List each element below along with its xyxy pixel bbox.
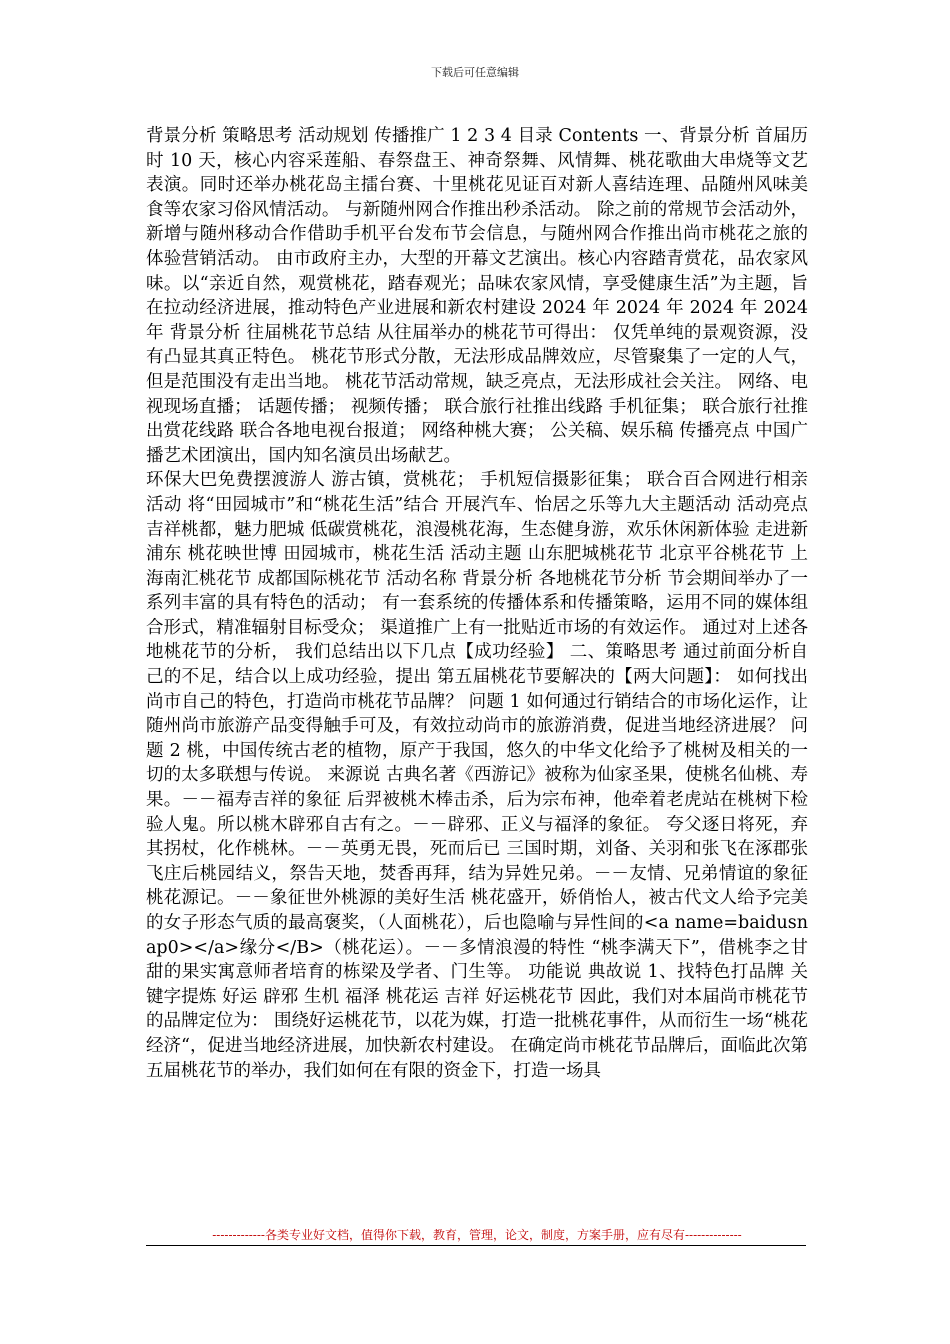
page-footer: -------------各类专业好文档，值得你下载，教育，管理，论文，制度，方案手册，应有尽有--------------: [212, 1228, 742, 1242]
body-paragraph: 环保大巴免费摆渡游人 游古镇，赏桃花； 手机短信摄影征集； 联合百合网进行相亲活动 将“田园城市”和“桃花生活”结合 开展汽车、怡居之乐等九大主题活动 活动亮点 吉祥桃都，魅力肥城 低碳赏桃花，浪漫桃花海，生态健身游，欢乐休闲新体验 走进新浦东 桃花映世博 田园城市，桃花生活 活动主题 山东肥城桃花节 北京平谷桃花节 上海南汇桃花节 成都国际桃花节 活动名称 背景分析 各地桃花节分析 节会期间举办了一系列丰富的具有特色的活动； 有一套系统的传播体系和传播策略，运用不同的媒体组合形式，精准辐射目标受众； 渠道推广上有一批贴近市场的有效运作。 通过对上述各地桃花节的分析， 我们总结出以下几点【成功经验】 二、策略思考 通过前面分析自己的不足，结合以上成功经验，提出 第五届桃花节要解决的【两大问题】： 如何找出尚市自己的特色，打造尚市桃花节品牌？ 问题 1 如何通过行销结合的市场化运作，让随州尚市旅游产品变得触手可及，有效拉动尚市的旅游消费，促进当地经济进展？ 问题 2 桃，中国传统古老的植物，原产于我国，悠久的中华文化给予了桃树及相关的一切的太多联想与传说。 来源说 古典名著《西游记》被称为仙家圣果，使桃名仙桃、寿果。－－福寿吉祥的象征 后羿被桃木棒击杀，后为宗布神，他牵着老虎站在桃树下检验人鬼。所以桃木辟邪自古有之。－－辟邪、正义与福泽的象征。 夸父逐日将死，弃其拐杖，化作桃林。－－英勇无畏，死而后已 三国时期，刘备、关羽和张飞在涿郡张飞庄后桃园结义，祭告天地，焚香再拜，结为异姓兄弟。－－友情、兄弟情谊的象征 桃花源记。－－象征世外桃源的美好生活 桃花盛开，娇俏怡人，被古代文人给予完美的女子形态气质的最高褒奖，（人面桃花），后也隐喻与异性间的<a name=baidusnap0></a>缘分</B>（桃花运）。－－多情浪漫的特性 “桃李满天下”，借桃李之甘甜的果实寓意师者培育的栋梁及学者、门生等。 功能说 典故说 1、找特色打品牌 关键字提炼 好运 辟邪 生机 福泽 桃花运 吉祥 好运桃花节 因此，我们对本届尚市桃花节的品牌定位为： 围绕好运桃花节，以花为媒，打造一批桃花事件，从而衍生一场“桃花经济“，促进当地经济进展，加快新农村建设。 在确定尚市桃花节品牌后，面临此次第五届桃花节的举办，我们如何在有限的资金下，打造一场具: [146, 470, 809, 1081]
body-paragraph: 背景分析 策略思考 活动规划 传播推广 1 2 3 4 目录 Contents 一、背景分析 首届历时 10 天，核心内容采莲船、春祭盘王、神奇祭舞、风情舞、桃花歌曲大串烧等文艺表演。同时还举办桃花岛主擂台赛、十里桃花见证百对新人喜结连理、品随州风味美食等农家习俗风情活动。 与新随州网合作推出秒杀活动。 除之前的常规节会活动外，新增与随州移动合作借助手机平台发布节会信息，与随州网合作推出尚市桃花之旅的体验营销活动。 由市政府主办，大型的开幕文艺演出。核心内容踏青赏花，品农家风味。以“亲近自然，观赏桃花，踏春观光；品味农家风情，享受健康生活”为主题，旨在拉动经济进展，推动特色产业进展和新农村建设 2024 年 2024 年 2024 年 2024 年 背景分析 往届桃花节总结 从往届举办的桃花节可得出： 仅凭单纯的景观资源，没有凸显其真正特色。 桃花节形式分散，无法形成品牌效应，尽管聚集了一定的人气，但是范围没有走出当地。 桃花节活动常规，缺乏亮点，无法形成社会关注。 网络、电视现场直播； 话题传播； 视频传播； 联合旅行社推出线路 手机征集； 联合旅行社推出赏花线路 联合各地电视台报道； 网络种桃大赛； 公关稿、娱乐稿 传播亮点 中国广播艺术团演出，国内知名演员出场献艺。: [146, 126, 808, 466]
page-header: 下载后可任意编辑: [431, 66, 519, 79]
footer-divider: [146, 1245, 806, 1246]
document-body: [146, 124, 808, 1083]
